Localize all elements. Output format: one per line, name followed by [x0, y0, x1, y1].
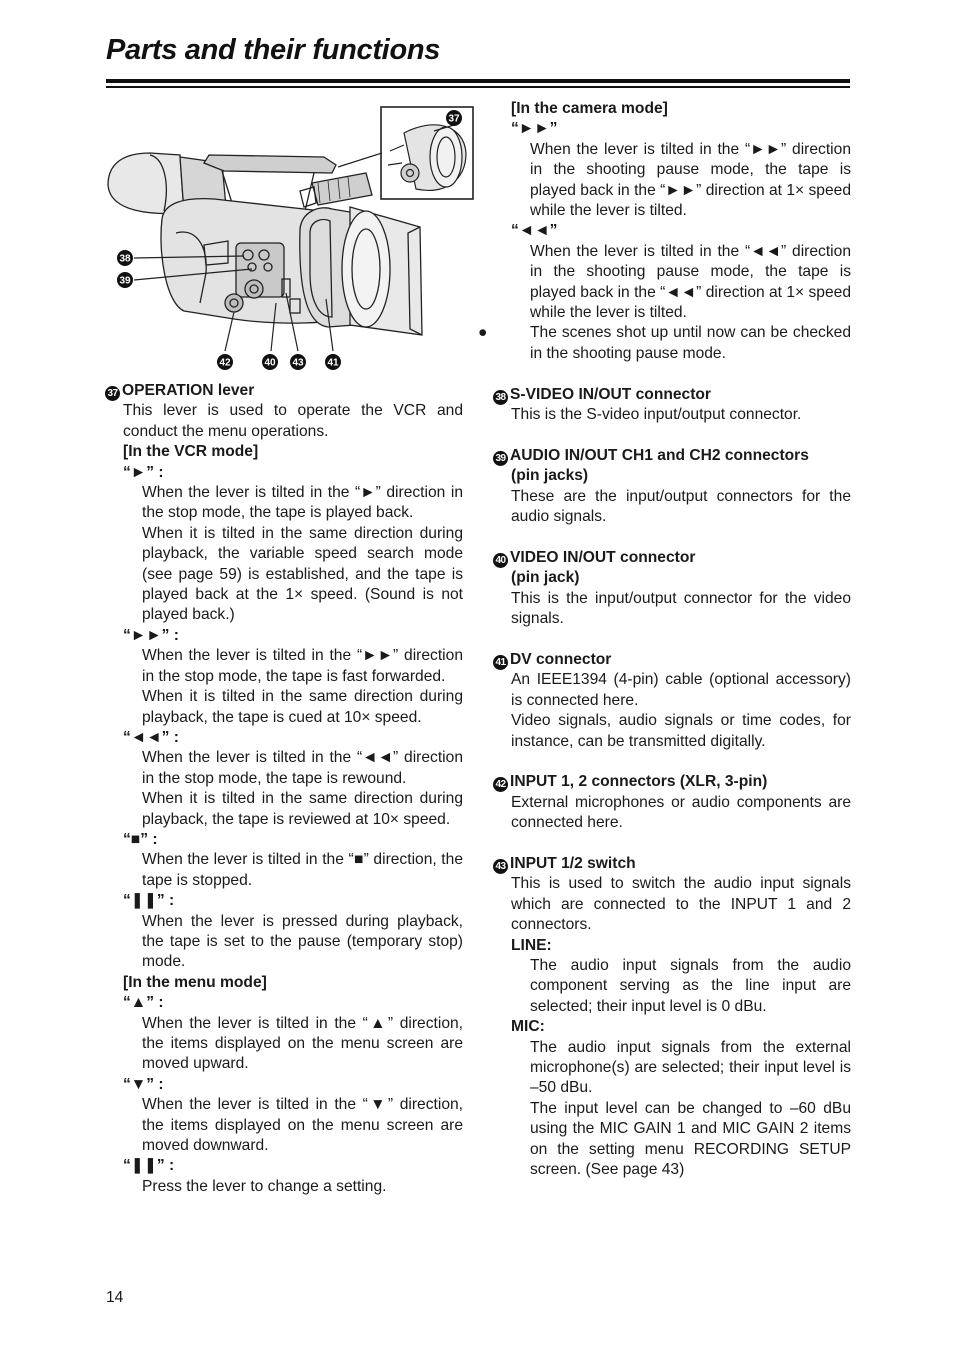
section-43-title: INPUT 1/2 switch [510, 854, 636, 872]
section-40-body: This is the input/output connector for the video signals. [511, 589, 851, 628]
bullet-dot: ● [478, 324, 488, 342]
camera-ff-key-label: “►►” [511, 120, 558, 138]
set-text: Press the lever to change a setting. [142, 1177, 387, 1195]
section-41-body-2: Video signals, audio signals or time codes, for instance, can be transmitted digitally. [511, 712, 851, 750]
section-43-number: 43 [493, 859, 508, 874]
section-40-number: 40 [493, 553, 508, 568]
section-41-heading [493, 650, 851, 670]
title-rule-thin [106, 86, 850, 88]
line-label: LINE: [511, 936, 552, 954]
pause-text: When the lever is pressed during playback, the tape is set to the pause (temporary stop) mode. [142, 912, 463, 971]
section-41-number: 41 [493, 655, 508, 670]
camera-rew-text: When the lever is tilted in the “◄◄” direction in the shooting pause mode, the tape is played back in the “◄◄” direction at 1× speed while the lever is tilted. [530, 242, 851, 322]
section-43-heading [493, 854, 851, 874]
section-37-number: 37 [105, 386, 120, 401]
section-38-heading [493, 385, 851, 405]
callout-43 [290, 354, 306, 370]
section-39-body: These are the input/output connectors for the audio signals. [511, 487, 851, 526]
mic-label: MIC: [511, 1018, 545, 1036]
section-38-title: S-VIDEO IN/OUT connector [510, 385, 712, 403]
section-38-body: This is the S-video input/output connector. [511, 406, 802, 424]
right-column [478, 99, 851, 1180]
svg-text:37: 37 [448, 113, 460, 125]
camera-bullet [478, 323, 851, 364]
camera-bullet-text: The scenes shot up until now can be checked in the shooting pause mode. [530, 324, 851, 362]
callout-39 [117, 272, 133, 288]
section-42-heading [493, 772, 851, 792]
camera-ff-text: When the lever is tilted in the “►►” direction in the shooting pause mode, the tape is played back in the “►►” direction at 1× speed while the lever is tilted. [530, 140, 851, 220]
section-42-number: 42 [493, 777, 508, 792]
play-text-2: When it is tilted in the same direction during playback, the variable speed search mode (see page 59) is established, and the tape is played back at the 1× speed. (Sound is not played back.) [142, 524, 463, 624]
pause-key-label: “❚❚” : [123, 892, 175, 910]
section-37-heading [105, 381, 463, 401]
up-key-label: “▲” : [123, 994, 164, 1012]
section-39-heading [493, 446, 851, 466]
ff-key-label: “►►” : [123, 626, 179, 644]
section-37-intro: This lever is used to operate the VCR and conduct the menu operations. [123, 402, 463, 440]
section-40-title: VIDEO IN/OUT connector [510, 548, 696, 566]
ff-text-2: When it is tilted in the same direction during playback, the tape is cued at 10× speed. [142, 688, 463, 726]
section-37-title: OPERATION lever [122, 382, 255, 399]
svg-text:42: 42 [219, 357, 231, 369]
mic-text-1: The audio input signals from the external microphone(s) are selected; their input level is –50 dBu. [530, 1038, 851, 1097]
down-text: When the lever is tilted in the “▼” direction, the items displayed on the menu screen are moved downward. [142, 1096, 463, 1155]
section-39-title-2: (pin jacks) [511, 467, 589, 485]
stop-key-label: “■” : [123, 830, 158, 848]
rew-text-1: When the lever is tilted in the “◄◄” direction in the stop mode, the tape is rewound. [142, 749, 463, 787]
page-title: Parts and their functions [106, 34, 441, 66]
section-38-number: 38 [493, 390, 508, 405]
svg-text:41: 41 [327, 357, 339, 369]
section-39-title: AUDIO IN/OUT CH1 and CH2 connectors [510, 446, 809, 464]
up-text: When the lever is tilted in the “▲” direction, the items displayed on the menu screen are moved upward. [142, 1014, 463, 1073]
play-text-1: When the lever is tilted in the “►” direction in the stop mode, the tape is played back. [142, 484, 463, 522]
callout-38 [117, 250, 133, 266]
svg-text:40: 40 [264, 357, 276, 369]
section-41-body-1: An IEEE1394 (4-pin) cable (optional accessory) is connected here. [511, 671, 851, 709]
play-key-label: “►” : [123, 463, 164, 481]
svg-text:38: 38 [119, 253, 131, 265]
callout-41 [325, 354, 341, 370]
set-key-label: “❚❚” : [123, 1157, 175, 1175]
callout-42 [217, 354, 233, 370]
menu-mode-heading: [In the menu mode] [123, 973, 267, 991]
section-39-number: 39 [493, 451, 508, 466]
camera-rew-key-label: “◄◄” [511, 222, 558, 240]
section-42-body: External microphones or audio components are connected here. [511, 793, 851, 832]
rew-text-2: When it is tilted in the same direction during playback, the tape is reviewed at 10× speed. [142, 790, 463, 828]
svg-text:39: 39 [119, 275, 131, 287]
section-43-body: This is used to switch the audio input signals which are connected to the INPUT 1 and 2 connectors. [511, 875, 851, 934]
page-number: 14 [106, 1289, 124, 1306]
section-41-title: DV connector [510, 650, 612, 668]
rew-key-label: “◄◄” : [123, 728, 179, 746]
mic-text-2: The input level can be changed to –60 dBu using the MIC GAIN 1 and MIC GAIN 2 items on the setting menu RECORDING SETUP screen. (See page 43) [530, 1099, 851, 1179]
svg-text:43: 43 [292, 357, 304, 369]
section-42-title: INPUT 1, 2 connectors (XLR, 3-pin) [510, 773, 768, 791]
section-40-title-2: (pin jack) [511, 569, 580, 587]
section-40-heading [493, 548, 851, 568]
callout-37 [446, 110, 462, 126]
title-rule-thick [106, 79, 850, 83]
vcr-mode-heading: [In the VCR mode] [123, 443, 259, 461]
line-text: The audio input signals from the audio component serving as the line input are selected; their input level is 0 dBu. [530, 956, 851, 1015]
camera-mode-heading: [In the camera mode] [511, 100, 668, 117]
camcorder-illustration [104, 103, 476, 375]
ff-text-1: When the lever is tilted in the “►►” direction in the stop mode, the tape is fast forwarded. [142, 647, 463, 685]
down-key-label: “▼” : [123, 1075, 164, 1093]
callout-40 [262, 354, 278, 370]
stop-text: When the lever is tilted in the “■” direction, the tape is stopped. [142, 851, 463, 889]
left-column [105, 381, 463, 1197]
